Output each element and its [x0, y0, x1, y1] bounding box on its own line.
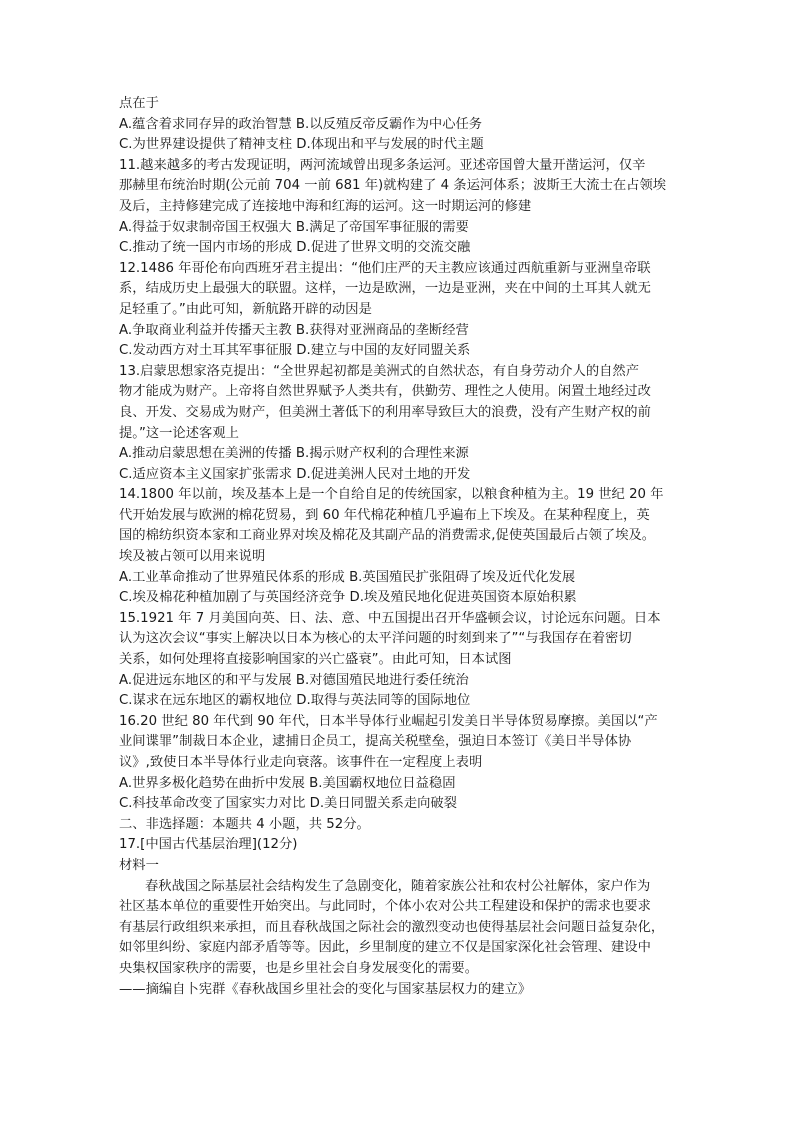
text-line: 15.1921 年 7 月美国向英、日、法、意、中五国提出召开华盛顿会议，讨论远东问题。日本	[119, 610, 661, 626]
text-line: A.得益于奴隶制帝国王权强大 B.满足了帝国军事征服的需要	[119, 219, 469, 235]
text-line: A.促进远东地区的和平与发展 B.对德国殖民地进行委任统治	[119, 672, 469, 688]
text-line: 及后，主持修建完成了连接地中海和红海的运河。这一时期运河的修建	[119, 198, 532, 214]
text-line: C.谋求在远东地区的霸权地位 D.取得与英法同等的国际地位	[119, 693, 471, 709]
text-line: 有基层行政组织来承担，而且春秋战国之际社会的激烈变动也使得基层社会问题日益复杂化，	[119, 919, 665, 935]
text-line: 物才能成为财产。上帝将自然世界赋予人类共有，供勤劳、理性之人使用。闲置土地经过改	[119, 384, 651, 400]
text-line: ——摘编自卜宪群《春秋战国乡里社会的变化与国家基层权力的建立》	[119, 981, 532, 997]
text-line: 央集权国家秩序的需要，也是乡里社会自身发展变化的需要。	[119, 960, 479, 976]
text-line: 点在于	[119, 96, 159, 111]
text-line: 春秋战国之际基层社会结构发生了急剧变化，随着家族公社和农村公社解体，家户作为	[145, 878, 651, 894]
text-line: 代开始发展与欧洲的棉花贸易，到 60 年代棉花种植几乎遍布上下埃及。在某种程度上，英	[119, 507, 650, 523]
text-line: 那赫里布统治时期(公元前 704 一前 681 年)就构建了 4 条运河体系；波斯王大流士在占领埃	[119, 178, 667, 194]
text-line: 17.[中国古代基层治理](12分)	[119, 837, 298, 853]
text-line: 12.1486 年哥伦布向西班牙君主提出：“他们庄严的天主教应该通过西航重新与亚洲皇帝联	[119, 260, 651, 276]
text-line: C.推动了统一国内市场的形成 D.促进了世界文明的交流交融	[119, 240, 471, 256]
text-line: 良、开发、交易成为财产，但美洲土著低下的利用率导致巨大的浪费，没有产生财产权的前	[119, 404, 651, 420]
text-line: 二、非选择题：本题共 4 小题，共 52分。	[119, 816, 370, 832]
text-line: A.蕴含着求同存异的政治智慧 B.以反殖反帝反霸作为中心任务	[119, 116, 483, 132]
text-line: 议》,致使日本半导体行业走向衰落。该事件在一定程度上表明	[119, 755, 483, 770]
text-line: 16.20 世纪 80 年代到 90 年代，日本半导体行业崛起引发美日半导体贸易摩擦。美国以“产	[119, 713, 658, 729]
text-line: A.世界多极化趋势在曲折中发展 B.美国霸权地位日益稳固	[119, 775, 456, 791]
text-line: A.推动启蒙思想在美洲的传播 B.揭示财产权利的合理性来源	[119, 446, 469, 462]
text-line: A.争取商业利益并传播天主教 B.获得对亚洲商品的垄断经营	[119, 322, 469, 338]
text-line: C.为世界建设提供了精神支柱 D.体现出和平与发展的时代主题	[119, 137, 484, 153]
text-line: 材料一	[119, 857, 159, 873]
text-line: C.埃及棉花种植加剧了与英国经济竞争 D.埃及殖民地化促进英国资本原始积累	[119, 590, 577, 606]
text-line: 认为这次会议“事实上解决以日本为核心的太平洋问题的时刻到来了”“与我国存在着密切	[119, 631, 632, 647]
text-line: C.适应资本主义国家扩张需求 D.促进美洲人民对土地的开发	[119, 466, 471, 482]
text-line: 业间谍罪”制裁日本企业，逮捕日企员工，提高关税壁垒，强迫日本签订《美日半导体协	[119, 734, 632, 750]
text-line: 14.1800 年以前，埃及基本上是一个自给自足的传统国家，以粮食种植为主。19 世纪 20 年	[119, 487, 664, 503]
text-line: 国的棉纺织资本家和工商业界对埃及棉花及其副产品的消费需求,促使英国最后占领了埃及。	[119, 528, 656, 544]
text-line: C.科技革命改变了国家实力对比 D.美日同盟关系走向破裂	[119, 796, 458, 812]
text-line: 提。”这一论述客观上	[119, 425, 239, 441]
text-line: 足轻重了。”由此可知，新航路开辟的动因是	[119, 301, 372, 317]
text-line: 关系，如何处理将直接影响国家的兴亡盛衰”。由此可知，日本试图	[119, 652, 512, 668]
text-line: C.发动西方对土耳其军事征服 D.建立与中国的友好同盟关系	[119, 343, 471, 359]
text-line: 如邻里纠纷、家庭内部矛盾等等。因此，乡里制度的建立不仅是国家深化社会管理、建设中	[119, 940, 651, 956]
text-line: 13.启蒙思想家洛克提出：“全世界起初都是美洲式的自然状态，有自身劳动介人的自然产	[119, 363, 640, 379]
document-page	[119, 94, 685, 1000]
text-line: 11.越来越多的考古发现证明，两河流域曾出现多条运河。亚述帝国曾大量开凿运河，仅辛	[119, 157, 646, 173]
text-line: 社区基本单位的重要性开始突出。与此同时，个体小农对公共工程建设和保护的需求也要求	[119, 899, 651, 915]
text-line: 埃及被占领可以用来说明	[119, 549, 266, 565]
text-line: A.工业革命推动了世界殖民体系的形成 B.英国殖民扩张阻碍了埃及近代化发展	[119, 569, 576, 585]
text-line: 系，结成历史上最强大的联盟。这样，一边是欧洲，一边是亚洲，夹在中间的土耳其人就无	[119, 281, 651, 297]
